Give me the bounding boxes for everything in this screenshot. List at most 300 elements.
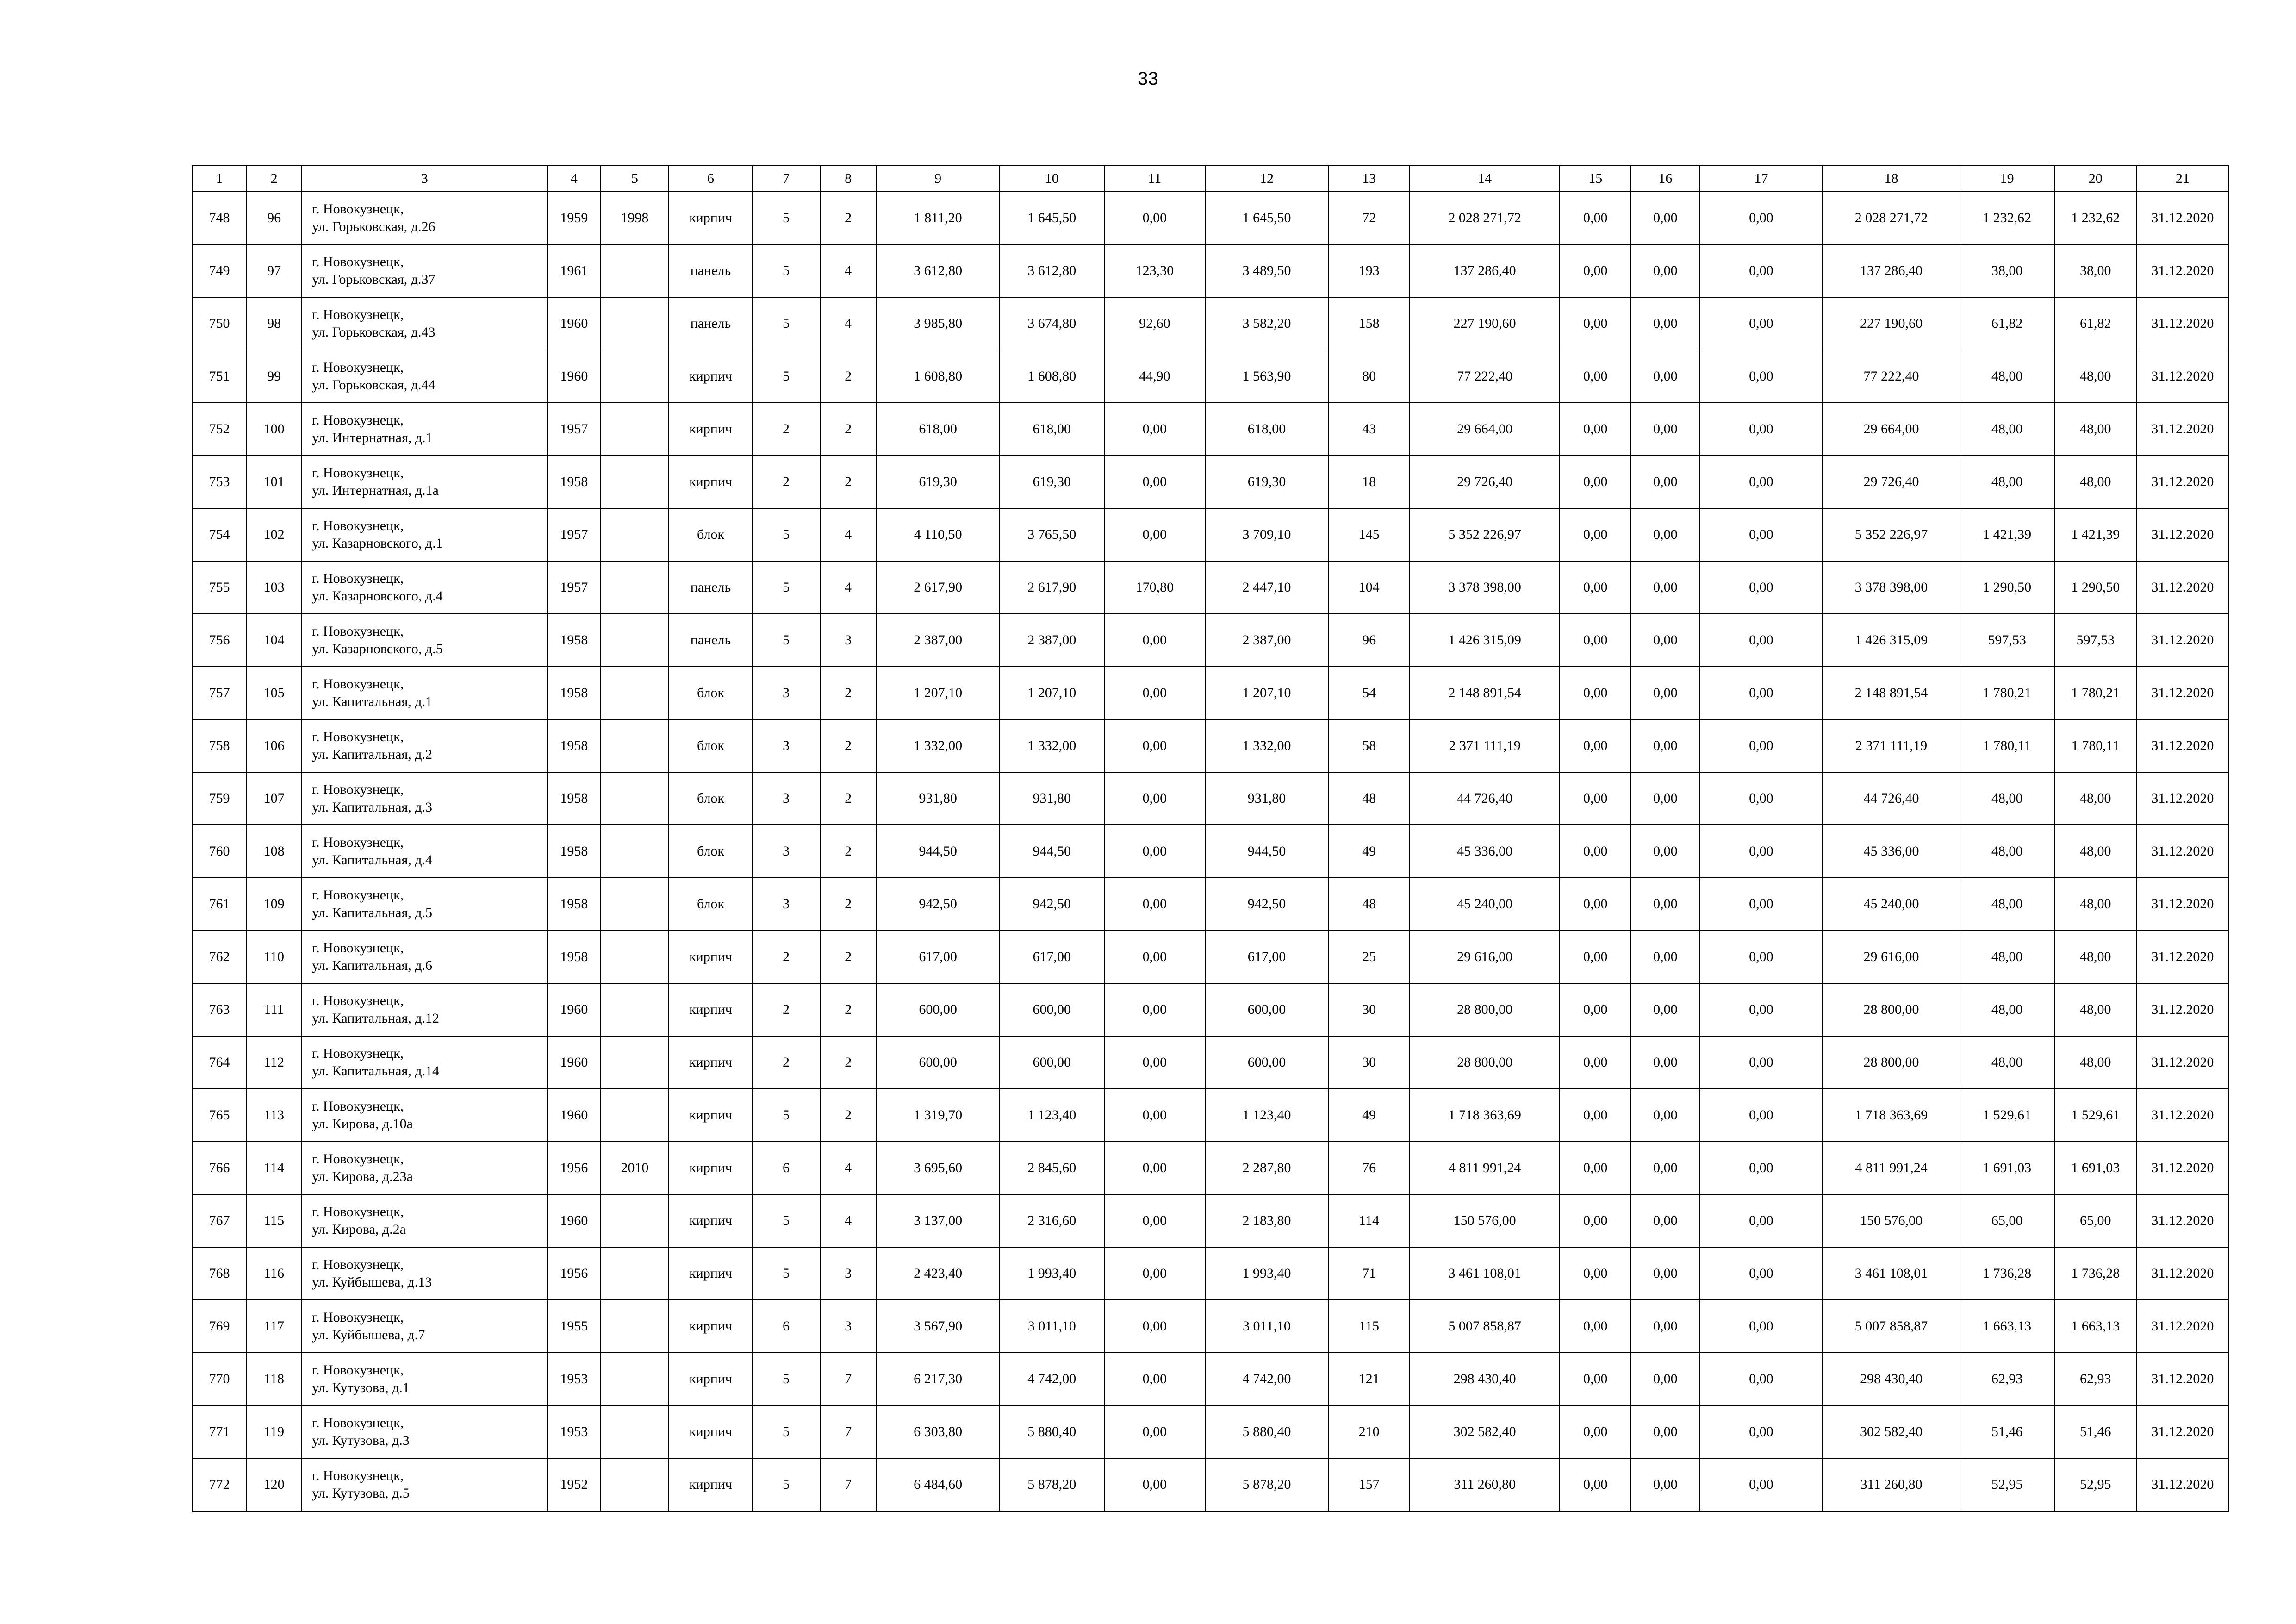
table-cell-col6: кирпич: [669, 1247, 752, 1300]
table-cell-col7: 2: [753, 983, 820, 1036]
table-cell-col12: 3 489,50: [1205, 244, 1328, 297]
table-cell-col10: 2 845,60: [1000, 1142, 1104, 1194]
table-cell-col17: 0,00: [1699, 1194, 1823, 1247]
table-cell-col16: 0,00: [1631, 508, 1699, 561]
table-cell-col10: 1 608,80: [1000, 350, 1104, 403]
table-cell-col12: 1 332,00: [1205, 719, 1328, 772]
address-city: г. Новокузнецк,: [312, 624, 404, 639]
table-cell-col8: 2: [820, 825, 877, 878]
address-cell: [301, 508, 548, 561]
page-number: 33: [1138, 69, 1158, 89]
table-cell-col12: 618,00: [1205, 403, 1328, 456]
table-cell-col15: 0,00: [1560, 1300, 1631, 1353]
table-cell-col17: 0,00: [1699, 350, 1823, 403]
table-cell-col12: 3 011,10: [1205, 1300, 1328, 1353]
table-cell-col8: 7: [820, 1458, 877, 1511]
table-cell-col19: 48,00: [1960, 878, 2054, 931]
table-cell-col15: 0,00: [1560, 1405, 1631, 1458]
table-cell-col4: 1957: [548, 403, 600, 456]
table-cell-col16: 0,00: [1631, 825, 1699, 878]
table-cell-col10: 1 123,40: [1000, 1089, 1104, 1142]
table-cell-col4: 1960: [548, 1036, 600, 1089]
table-cell-col17: 0,00: [1699, 825, 1823, 878]
housing-table: [192, 165, 2229, 1512]
table-cell-col5: [600, 772, 669, 825]
table-row: [192, 719, 2228, 772]
table-cell-col20: 48,00: [2054, 403, 2137, 456]
table-cell-col9: 619,30: [877, 456, 1000, 508]
table-cell-col9: 1 811,20: [877, 192, 1000, 244]
table-cell-col18: 29 664,00: [1823, 403, 1960, 456]
table-body: [192, 192, 2228, 1511]
table-cell-col15: 0,00: [1560, 1247, 1631, 1300]
table-cell-col15: 0,00: [1560, 297, 1631, 350]
table-cell-col9: 1 319,70: [877, 1089, 1000, 1142]
table-cell-col16: 0,00: [1631, 614, 1699, 667]
table-cell-col8: 2: [820, 403, 877, 456]
table-cell-col12: 617,00: [1205, 931, 1328, 983]
table-cell-col20: 48,00: [2054, 878, 2137, 931]
table-cell-col1: 758: [192, 719, 247, 772]
table-cell-col7: 5: [753, 508, 820, 561]
table-cell-col1: 749: [192, 244, 247, 297]
column-header: 13: [1328, 166, 1410, 192]
table-cell-col1: 748: [192, 192, 247, 244]
table-cell-col14: 3 461 108,01: [1410, 1247, 1560, 1300]
table-cell-col1: 753: [192, 456, 247, 508]
table-cell-col13: 18: [1328, 456, 1410, 508]
table-cell-col5: [600, 1194, 669, 1247]
table-cell-col16: 0,00: [1631, 878, 1699, 931]
table-cell-col4: 1961: [548, 244, 600, 297]
address-city: г. Новокузнецк,: [312, 676, 404, 692]
table-cell-col20: 1 529,61: [2054, 1089, 2137, 1142]
table-cell-col16: 0,00: [1631, 1142, 1699, 1194]
table-cell-col7: 5: [753, 561, 820, 614]
table-cell-col4: 1958: [548, 614, 600, 667]
table-cell-col12: 5 878,20: [1205, 1458, 1328, 1511]
table-cell-col2: 99: [247, 350, 301, 403]
table-cell-col14: 298 430,40: [1410, 1353, 1560, 1405]
table-cell-col11: 0,00: [1104, 456, 1205, 508]
table-cell-col13: 193: [1328, 244, 1410, 297]
address-city: г. Новокузнецк,: [312, 307, 404, 322]
table-cell-col2: 106: [247, 719, 301, 772]
column-header: 18: [1823, 166, 1960, 192]
table-cell-col10: 931,80: [1000, 772, 1104, 825]
table-cell-col18: 227 190,60: [1823, 297, 1960, 350]
address-city: г. Новокузнецк,: [312, 1415, 404, 1430]
address-city: г. Новокузнецк,: [312, 729, 404, 744]
table-cell-col4: 1958: [548, 456, 600, 508]
table-cell-col15: 0,00: [1560, 719, 1631, 772]
table-cell-col17: 0,00: [1699, 1353, 1823, 1405]
table-cell-col5: [600, 667, 669, 719]
address-cell: [301, 614, 548, 667]
table-cell-col14: 5 007 858,87: [1410, 1300, 1560, 1353]
table-cell-col21: 31.12.2020: [2137, 1458, 2228, 1511]
table-cell-col4: 1957: [548, 508, 600, 561]
table-cell-col20: 62,93: [2054, 1353, 2137, 1405]
table-cell-col9: 1 608,80: [877, 350, 1000, 403]
header-row: [192, 166, 2228, 192]
table-cell-col18: 2 148 891,54: [1823, 667, 1960, 719]
table-cell-col9: 6 217,30: [877, 1353, 1000, 1405]
table-cell-col17: 0,00: [1699, 456, 1823, 508]
table-cell-col17: 0,00: [1699, 1458, 1823, 1511]
table-cell-col9: 4 110,50: [877, 508, 1000, 561]
table-cell-col12: 1 645,50: [1205, 192, 1328, 244]
table-cell-col10: 617,00: [1000, 931, 1104, 983]
table-cell-col7: 5: [753, 1194, 820, 1247]
table-cell-col18: 28 800,00: [1823, 1036, 1960, 1089]
table-cell-col13: 157: [1328, 1458, 1410, 1511]
table-cell-col15: 0,00: [1560, 244, 1631, 297]
column-header: 17: [1699, 166, 1823, 192]
address-cell: [301, 772, 548, 825]
table-cell-col8: 2: [820, 772, 877, 825]
table-cell-col6: кирпич: [669, 192, 752, 244]
table-cell-col11: 0,00: [1104, 772, 1205, 825]
table-cell-col8: 2: [820, 1036, 877, 1089]
table-cell-col8: 2: [820, 983, 877, 1036]
table-cell-col2: 103: [247, 561, 301, 614]
table-cell-col5: [600, 983, 669, 1036]
table-cell-col14: 137 286,40: [1410, 244, 1560, 297]
table-cell-col4: 1960: [548, 1089, 600, 1142]
column-header: 12: [1205, 166, 1328, 192]
table-cell-col8: 2: [820, 350, 877, 403]
table-row: [192, 1458, 2228, 1511]
table-cell-col9: 3 985,80: [877, 297, 1000, 350]
column-header: 11: [1104, 166, 1205, 192]
table-cell-col20: 1 421,39: [2054, 508, 2137, 561]
table-cell-col1: 759: [192, 772, 247, 825]
address-city: г. Новокузнецк,: [312, 571, 404, 586]
table-cell-col10: 600,00: [1000, 1036, 1104, 1089]
table-cell-col7: 5: [753, 1353, 820, 1405]
table-cell-col12: 2 447,10: [1205, 561, 1328, 614]
table-row: [192, 244, 2228, 297]
table-cell-col16: 0,00: [1631, 1194, 1699, 1247]
table-cell-col8: 3: [820, 1300, 877, 1353]
table-cell-col18: 1 718 363,69: [1823, 1089, 1960, 1142]
table-cell-col13: 49: [1328, 825, 1410, 878]
table-cell-col20: 38,00: [2054, 244, 2137, 297]
table-cell-col21: 31.12.2020: [2137, 192, 2228, 244]
table-cell-col16: 0,00: [1631, 1353, 1699, 1405]
table-cell-col4: 1960: [548, 1194, 600, 1247]
table-cell-col15: 0,00: [1560, 508, 1631, 561]
table-cell-col12: 3 709,10: [1205, 508, 1328, 561]
table-cell-col15: 0,00: [1560, 772, 1631, 825]
table-cell-col8: 4: [820, 1142, 877, 1194]
table-cell-col18: 29 616,00: [1823, 931, 1960, 983]
table-cell-col5: [600, 1405, 669, 1458]
table-cell-col19: 1 663,13: [1960, 1300, 2054, 1353]
table-cell-col4: 1952: [548, 1458, 600, 1511]
table-cell-col17: 0,00: [1699, 878, 1823, 931]
table-cell-col16: 0,00: [1631, 456, 1699, 508]
table-cell-col19: 51,46: [1960, 1405, 2054, 1458]
table-cell-col9: 600,00: [877, 1036, 1000, 1089]
table-cell-col14: 29 664,00: [1410, 403, 1560, 456]
table-cell-col7: 3: [753, 667, 820, 719]
table-cell-col2: 120: [247, 1458, 301, 1511]
table-cell-col1: 772: [192, 1458, 247, 1511]
address-cell: [301, 1300, 548, 1353]
table-cell-col11: 0,00: [1104, 1036, 1205, 1089]
table-cell-col11: 0,00: [1104, 1353, 1205, 1405]
table-cell-col5: 2010: [600, 1142, 669, 1194]
table-cell-col15: 0,00: [1560, 878, 1631, 931]
table-cell-col21: 31.12.2020: [2137, 1089, 2228, 1142]
table-cell-col14: 45 336,00: [1410, 825, 1560, 878]
table-cell-col15: 0,00: [1560, 456, 1631, 508]
table-cell-col9: 617,00: [877, 931, 1000, 983]
table-cell-col2: 96: [247, 192, 301, 244]
table-cell-col7: 5: [753, 1405, 820, 1458]
table-cell-col1: 754: [192, 508, 247, 561]
address-street: ул. Капитальная, д.14: [312, 1063, 440, 1079]
table-cell-col15: 0,00: [1560, 1089, 1631, 1142]
table-cell-col21: 31.12.2020: [2137, 667, 2228, 719]
table-row: [192, 667, 2228, 719]
table-cell-col13: 49: [1328, 1089, 1410, 1142]
table-cell-col9: 3 137,00: [877, 1194, 1000, 1247]
table-cell-col1: 761: [192, 878, 247, 931]
table-cell-col17: 0,00: [1699, 1142, 1823, 1194]
column-header: 15: [1560, 166, 1631, 192]
table-cell-col2: 119: [247, 1405, 301, 1458]
table-cell-col16: 0,00: [1631, 667, 1699, 719]
address-city: г. Новокузнецк,: [312, 360, 404, 375]
table-cell-col8: 2: [820, 192, 877, 244]
table-cell-col10: 5 880,40: [1000, 1405, 1104, 1458]
table-cell-col17: 0,00: [1699, 983, 1823, 1036]
address-cell: [301, 456, 548, 508]
table-cell-col12: 944,50: [1205, 825, 1328, 878]
address-city: г. Новокузнецк,: [312, 940, 404, 956]
table-cell-col19: 52,95: [1960, 1458, 2054, 1511]
table-cell-col10: 1 332,00: [1000, 719, 1104, 772]
table-cell-col2: 115: [247, 1194, 301, 1247]
table-cell-col11: 0,00: [1104, 1300, 1205, 1353]
table-cell-col11: 0,00: [1104, 878, 1205, 931]
table-cell-col6: кирпич: [669, 1458, 752, 1511]
table-cell-col16: 0,00: [1631, 403, 1699, 456]
table-cell-col20: 1 691,03: [2054, 1142, 2137, 1194]
address-city: г. Новокузнецк,: [312, 518, 404, 533]
table-cell-col17: 0,00: [1699, 931, 1823, 983]
table-cell-col19: 1 529,61: [1960, 1089, 2054, 1142]
table-cell-col21: 31.12.2020: [2137, 244, 2228, 297]
table-cell-col13: 58: [1328, 719, 1410, 772]
table-cell-col11: 123,30: [1104, 244, 1205, 297]
address-street: ул. Кутузова, д.3: [312, 1433, 410, 1448]
address-cell: [301, 192, 548, 244]
table-cell-col12: 1 563,90: [1205, 350, 1328, 403]
table-cell-col21: 31.12.2020: [2137, 1247, 2228, 1300]
table-cell-col12: 1 993,40: [1205, 1247, 1328, 1300]
address-cell: [301, 1458, 548, 1511]
table-cell-col19: 65,00: [1960, 1194, 2054, 1247]
table-row: [192, 878, 2228, 931]
address-city: г. Новокузнецк,: [312, 1362, 404, 1378]
table-cell-col18: 28 800,00: [1823, 983, 1960, 1036]
table-cell-col12: 4 742,00: [1205, 1353, 1328, 1405]
address-cell: [301, 1036, 548, 1089]
table-cell-col19: 48,00: [1960, 983, 2054, 1036]
table-cell-col2: 116: [247, 1247, 301, 1300]
table-row: [192, 456, 2228, 508]
table-cell-col12: 942,50: [1205, 878, 1328, 931]
table-cell-col21: 31.12.2020: [2137, 614, 2228, 667]
column-header: 6: [669, 166, 752, 192]
table-cell-col7: 5: [753, 297, 820, 350]
table-cell-col9: 3 612,80: [877, 244, 1000, 297]
table-cell-col20: 65,00: [2054, 1194, 2137, 1247]
table-cell-col2: 114: [247, 1142, 301, 1194]
table-cell-col7: 6: [753, 1300, 820, 1353]
table-cell-col19: 1 691,03: [1960, 1142, 2054, 1194]
table-row: [192, 983, 2228, 1036]
table-cell-col8: 2: [820, 878, 877, 931]
table-cell-col21: 31.12.2020: [2137, 561, 2228, 614]
table-cell-col5: [600, 614, 669, 667]
table-cell-col4: 1957: [548, 561, 600, 614]
table-cell-col19: 1 421,39: [1960, 508, 2054, 561]
address-cell: [301, 719, 548, 772]
table-cell-col10: 3 612,80: [1000, 244, 1104, 297]
table-cell-col4: 1958: [548, 931, 600, 983]
table-cell-col4: 1960: [548, 983, 600, 1036]
address-street: ул. Капитальная, д.3: [312, 800, 433, 815]
table-cell-col18: 4 811 991,24: [1823, 1142, 1960, 1194]
table-cell-col1: 764: [192, 1036, 247, 1089]
table-cell-col8: 7: [820, 1405, 877, 1458]
table-row: [192, 772, 2228, 825]
table-cell-col18: 77 222,40: [1823, 350, 1960, 403]
address-street: ул. Кутузова, д.5: [312, 1486, 410, 1501]
column-header: 4: [548, 166, 600, 192]
table-cell-col18: 1 426 315,09: [1823, 614, 1960, 667]
table-cell-col11: 0,00: [1104, 1247, 1205, 1300]
table-cell-col1: 771: [192, 1405, 247, 1458]
table-cell-col6: блок: [669, 878, 752, 931]
address-street: ул. Капитальная, д.4: [312, 852, 433, 868]
table-cell-col17: 0,00: [1699, 244, 1823, 297]
address-cell: [301, 825, 548, 878]
table-cell-col4: 1958: [548, 825, 600, 878]
table-cell-col10: 618,00: [1000, 403, 1104, 456]
table-cell-col10: 5 878,20: [1000, 1458, 1104, 1511]
table-cell-col5: [600, 825, 669, 878]
table-cell-col6: кирпич: [669, 983, 752, 1036]
address-city: г. Новокузнецк,: [312, 1310, 404, 1325]
table-cell-col4: 1958: [548, 719, 600, 772]
table-cell-col14: 28 800,00: [1410, 1036, 1560, 1089]
table-cell-col18: 29 726,40: [1823, 456, 1960, 508]
table-cell-col19: 61,82: [1960, 297, 2054, 350]
table-row: [192, 561, 2228, 614]
table-cell-col12: 1 207,10: [1205, 667, 1328, 719]
address-street: ул. Капитальная, д.12: [312, 1011, 440, 1026]
table-cell-col9: 6 484,60: [877, 1458, 1000, 1511]
address-street: ул. Капитальная, д.6: [312, 958, 433, 973]
table-cell-col2: 112: [247, 1036, 301, 1089]
table-cell-col19: 1 290,50: [1960, 561, 2054, 614]
table-cell-col17: 0,00: [1699, 667, 1823, 719]
table-cell-col6: кирпич: [669, 1036, 752, 1089]
table-cell-col9: 2 423,40: [877, 1247, 1000, 1300]
table-cell-col20: 48,00: [2054, 983, 2137, 1036]
table-cell-col14: 1 718 363,69: [1410, 1089, 1560, 1142]
table-row: [192, 931, 2228, 983]
table-cell-col16: 0,00: [1631, 719, 1699, 772]
table-cell-col16: 0,00: [1631, 772, 1699, 825]
table-cell-col19: 1 780,11: [1960, 719, 2054, 772]
table-cell-col10: 3 765,50: [1000, 508, 1104, 561]
table-cell-col2: 109: [247, 878, 301, 931]
address-city: г. Новокузнецк,: [312, 1151, 404, 1167]
table-cell-col11: 0,00: [1104, 403, 1205, 456]
table-cell-col5: [600, 878, 669, 931]
table-cell-col7: 5: [753, 244, 820, 297]
table-cell-col10: 942,50: [1000, 878, 1104, 931]
table-cell-col15: 0,00: [1560, 1036, 1631, 1089]
table-cell-col14: 77 222,40: [1410, 350, 1560, 403]
table-cell-col2: 108: [247, 825, 301, 878]
table-cell-col13: 158: [1328, 297, 1410, 350]
address-city: г. Новокузнецк,: [312, 835, 404, 850]
table-cell-col19: 48,00: [1960, 1036, 2054, 1089]
table-cell-col10: 944,50: [1000, 825, 1104, 878]
table-cell-col4: 1958: [548, 878, 600, 931]
table-cell-col11: 0,00: [1104, 719, 1205, 772]
table-cell-col15: 0,00: [1560, 1142, 1631, 1194]
column-header: 21: [2137, 166, 2228, 192]
table-cell-col21: 31.12.2020: [2137, 772, 2228, 825]
table-cell-col18: 137 286,40: [1823, 244, 1960, 297]
table-cell-col2: 102: [247, 508, 301, 561]
table-cell-col11: 44,90: [1104, 350, 1205, 403]
table-cell-col14: 3 378 398,00: [1410, 561, 1560, 614]
address-city: г. Новокузнецк,: [312, 1204, 404, 1219]
address-city: г. Новокузнецк,: [312, 1468, 404, 1483]
table-cell-col17: 0,00: [1699, 614, 1823, 667]
table-cell-col5: [600, 561, 669, 614]
address-city: г. Новокузнецк,: [312, 465, 404, 481]
table-cell-col15: 0,00: [1560, 1353, 1631, 1405]
table-cell-col17: 0,00: [1699, 1036, 1823, 1089]
table-cell-col6: кирпич: [669, 456, 752, 508]
table-cell-col1: 756: [192, 614, 247, 667]
table-cell-col11: 0,00: [1104, 1458, 1205, 1511]
table-cell-col13: 210: [1328, 1405, 1410, 1458]
address-city: г. Новокузнецк,: [312, 201, 404, 217]
table-cell-col18: 2 371 111,19: [1823, 719, 1960, 772]
table-cell-col14: 29 616,00: [1410, 931, 1560, 983]
address-street: ул. Куйбышева, д.13: [312, 1274, 432, 1290]
table-cell-col12: 619,30: [1205, 456, 1328, 508]
table-cell-col19: 48,00: [1960, 403, 2054, 456]
table-cell-col21: 31.12.2020: [2137, 1405, 2228, 1458]
table-cell-col16: 0,00: [1631, 244, 1699, 297]
table-cell-col17: 0,00: [1699, 403, 1823, 456]
table-cell-col19: 48,00: [1960, 825, 2054, 878]
table-cell-col8: 3: [820, 614, 877, 667]
